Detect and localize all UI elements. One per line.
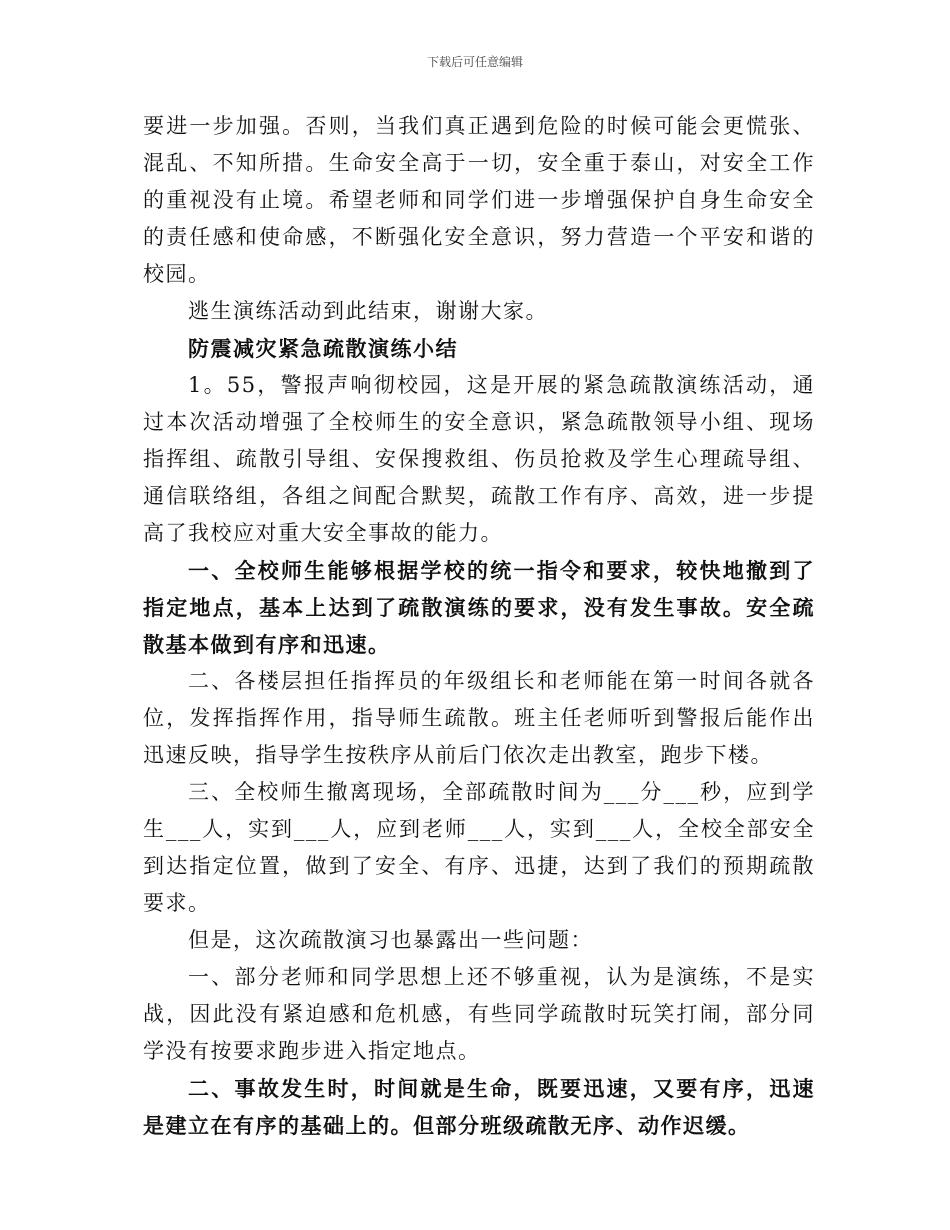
paragraph-closing: 逃生演练活动到此结束，谢谢大家。	[188, 299, 548, 323]
page-header-note: 下载后可任意编辑	[426, 55, 523, 69]
paragraph-point-1: 一、全校师生能够根据学校的统一指令和要求，较快地撤到了指定地点，基本上达到了疏散演练的要求，没有发生事故。安全疏散基本做到有序和迅速。	[143, 558, 815, 657]
paragraph-point-2: 二、各楼层担任指挥员的年级组长和老师能在第一时间各就各位，发挥指挥作用，指导师生疏散。班主任老师听到警报后能作出迅速反映，指导学生按秩序从前后门依次走出教室，跑步下楼。	[143, 669, 815, 767]
paragraph-problems-intro: 但是，这次疏散演习也暴露出一些问题：	[188, 928, 593, 952]
paragraph-intro: 1。55，警报声响彻校园，这是开展的紧急疏散演练活动，通过本次活动增强了全校师生的安全意识，紧急疏散领导小组、现场指挥组、疏散引导组、安保搜救组、伤员抢救及学生心理疏导组、通信联络组，各组之间配合默契，疏散工作有序、高效，进一步提高了我校应对重大安全事故的能力。	[143, 373, 815, 545]
paragraph-problem-2: 二、事故发生时，时间就是生命，既要迅速，又要有序，迅速是建立在有序的基础上的。但部分班级疏散无序、动作迟缓。	[143, 1076, 815, 1138]
section-title: 防震减灾紧急疏散演练小结	[188, 336, 458, 361]
document-body	[143, 108, 815, 1144]
paragraph-continuation: 要进一步加强。否则，当我们真正遇到危险的时候可能会更慌张、混乱、不知所措。生命安全高于一切，安全重于泰山，对安全工作的重视没有止境。希望老师和同学们进一步增强保护自身生命安全的责任感和使命感，不断强化安全意识，努力营造一个平安和谐的校园。	[143, 114, 815, 286]
paragraph-point-3: 三、全校师生撤离现场，全部疏散时间为___分___秒，应到学生___人，实到___人，应到老师___人，实到___人，全校全部安全到达指定位置，做到了安全、有序、迅捷，达到了我们的预期疏散要求。	[143, 780, 815, 915]
paragraph-problem-1: 一、部分老师和同学思想上还不够重视，认为是演练，不是实战，因此没有紧迫感和危机感，有些同学疏散时玩笑打闹，部分同学没有按要求跑步进入指定地点。	[143, 965, 815, 1063]
